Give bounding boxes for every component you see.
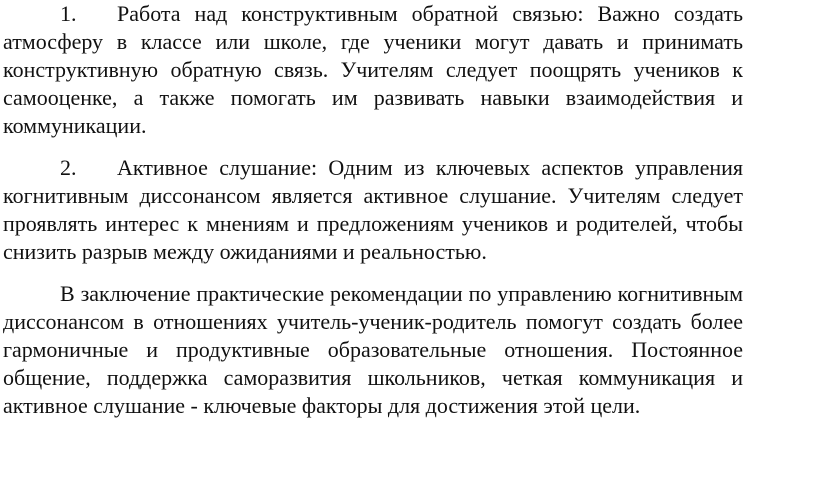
list-item-2-number: 2. <box>60 155 77 180</box>
conclusion-paragraph <box>3 280 743 420</box>
list-item-1-number: 1. <box>60 1 77 26</box>
list-item-1 <box>3 0 743 140</box>
list-item-2 <box>3 154 743 266</box>
list-item-1-text: Работа над конструктивным обратной связью: Важно создать атмосферу в классе или школе, где ученики могут давать и принимать конструктивную обратную связь. Учителям следует поощрять учеников к самооценке, а также помогать им развивать навыки взаимодействия и коммуникации. <box>3 1 743 138</box>
conclusion-text: В заключение практические рекомендации по управлению когнитивным диссонансом в отношениях учитель-ученик-родитель помогут создать более гармоничные и продуктивные образовательные отношения. Постоянное общение, поддержка саморазвития школьников, четкая коммуникация и активное слушание - ключевые факторы для достижения этой цели. <box>3 281 743 418</box>
list-item-2-text: Активное слушание: Одним из ключевых аспектов управления когнитивным диссонансом является активное слушание. Учителям следует проявлять интерес к мнениям и предложениям учеников и родителей, чтобы снизить разрыв между ожиданиями и реальностью. <box>3 155 743 264</box>
